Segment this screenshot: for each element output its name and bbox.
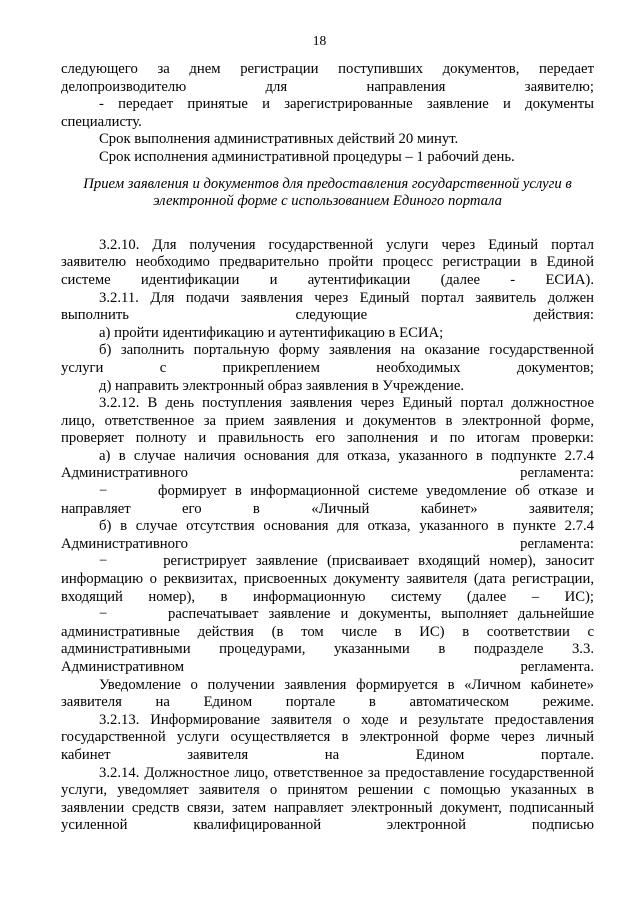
dash-item-text: регистрирует заявление (присваивает входящий номер), заносит информацию о реквизитах, присвоенных документу заявителя (дата регистрации, входящий номер), в информационную систему (далее – ИС); bbox=[61, 553, 595, 605]
list-item-no-refusal-b: б) в случае отсутствия основания для отказа, указанного в пункте 2.7.4 Административного регламента: bbox=[61, 518, 594, 552]
dash-item-register bbox=[61, 553, 594, 606]
dash-item-text: распечатывает заявление и документы, выполняет дальнейшие административные действия (в том числе в ИС) в соответствии с административными процедурами, указанными в подразделе 3.3. Административном регламента. bbox=[61, 606, 594, 675]
dash-mark: − bbox=[99, 553, 108, 570]
page-number: 18 bbox=[312, 33, 327, 48]
paragraph-transfer-to-specialist: - передает принятые и зарегистрированные заявление и документы специалисту. bbox=[61, 96, 594, 130]
dash-mark: − bbox=[99, 606, 108, 623]
paragraph-3-2-14: 3.2.14. Должностное лицо, ответственное за предоставление государственной услуги, уведомляет заявителя о принятом решении с помощью указанных в заявлении средств связи, затем направляет электронный документ, подписанный усиленной квалифицированной электронной подписью bbox=[61, 764, 594, 834]
paragraph-3-2-11: 3.2.11. Для подачи заявления через Единый портал заявитель должен выполнить следующие действия: bbox=[61, 289, 594, 324]
document-body bbox=[61, 61, 594, 835]
paragraph-3-2-13: 3.2.13. Информирование заявителя о ходе и результате предоставления государственной услуги осуществляется в электронной форме через личный кабинет заявителя на Едином портале. bbox=[61, 711, 594, 763]
list-item-b: б) заполнить портальную форму заявления на оказание государственной услуги с прикреплением необходимых документов; bbox=[61, 342, 594, 376]
dash-item-refusal-notice bbox=[61, 483, 594, 518]
list-item-d: д) направить электронный образ заявления в Учреждение. bbox=[99, 377, 465, 394]
dash-item-print bbox=[61, 606, 594, 676]
paragraph-3-2-10: 3.2.10. Для получения государственной услуги через Единый портал заявителю необходимо предварительно пройти процесс регистрации в Единой системе идентификации и аутентификации (далее - ЕСИА). bbox=[61, 236, 594, 288]
paragraph-procedure-time: Срок исполнения административной процедуры – 1 рабочий день. bbox=[99, 148, 515, 165]
dash-mark: − bbox=[99, 483, 108, 500]
paragraph-action-time: Срок выполнения административных действий 20 минут. bbox=[99, 131, 459, 148]
dash-item-text: формирует в информационной системе уведомление об отказе и направляет его в «Личный кабинет» заявителя; bbox=[61, 483, 595, 517]
list-item-a: а) пройти идентификацию и аутентификацию в ЕСИА; bbox=[99, 324, 444, 341]
list-item-refusal-a: а) в случае наличия основания для отказа, указанного в подпункте 2.7.4 Административного регламента: bbox=[61, 447, 594, 482]
paragraph-3-2-12: 3.2.12. В день поступления заявления через Единый портал должностное лицо, ответственное за прием заявления и документов в электронной форме, проверяет полноту и правильность его заполнения и по итогам проверки: bbox=[61, 395, 594, 447]
section-heading: Прием заявления и документов для предоставления государственной услуги в электронной форме с использованием Единого портала bbox=[83, 175, 572, 210]
paragraph-continuation: следующего за днем регистрации поступивших документов, передает делопроизводителю для направления заявителю; bbox=[61, 61, 594, 95]
paragraph-notification: Уведомление о получении заявления формируется в «Личном кабинете» заявителя на Едином портале в автоматическом режиме. bbox=[61, 676, 594, 711]
